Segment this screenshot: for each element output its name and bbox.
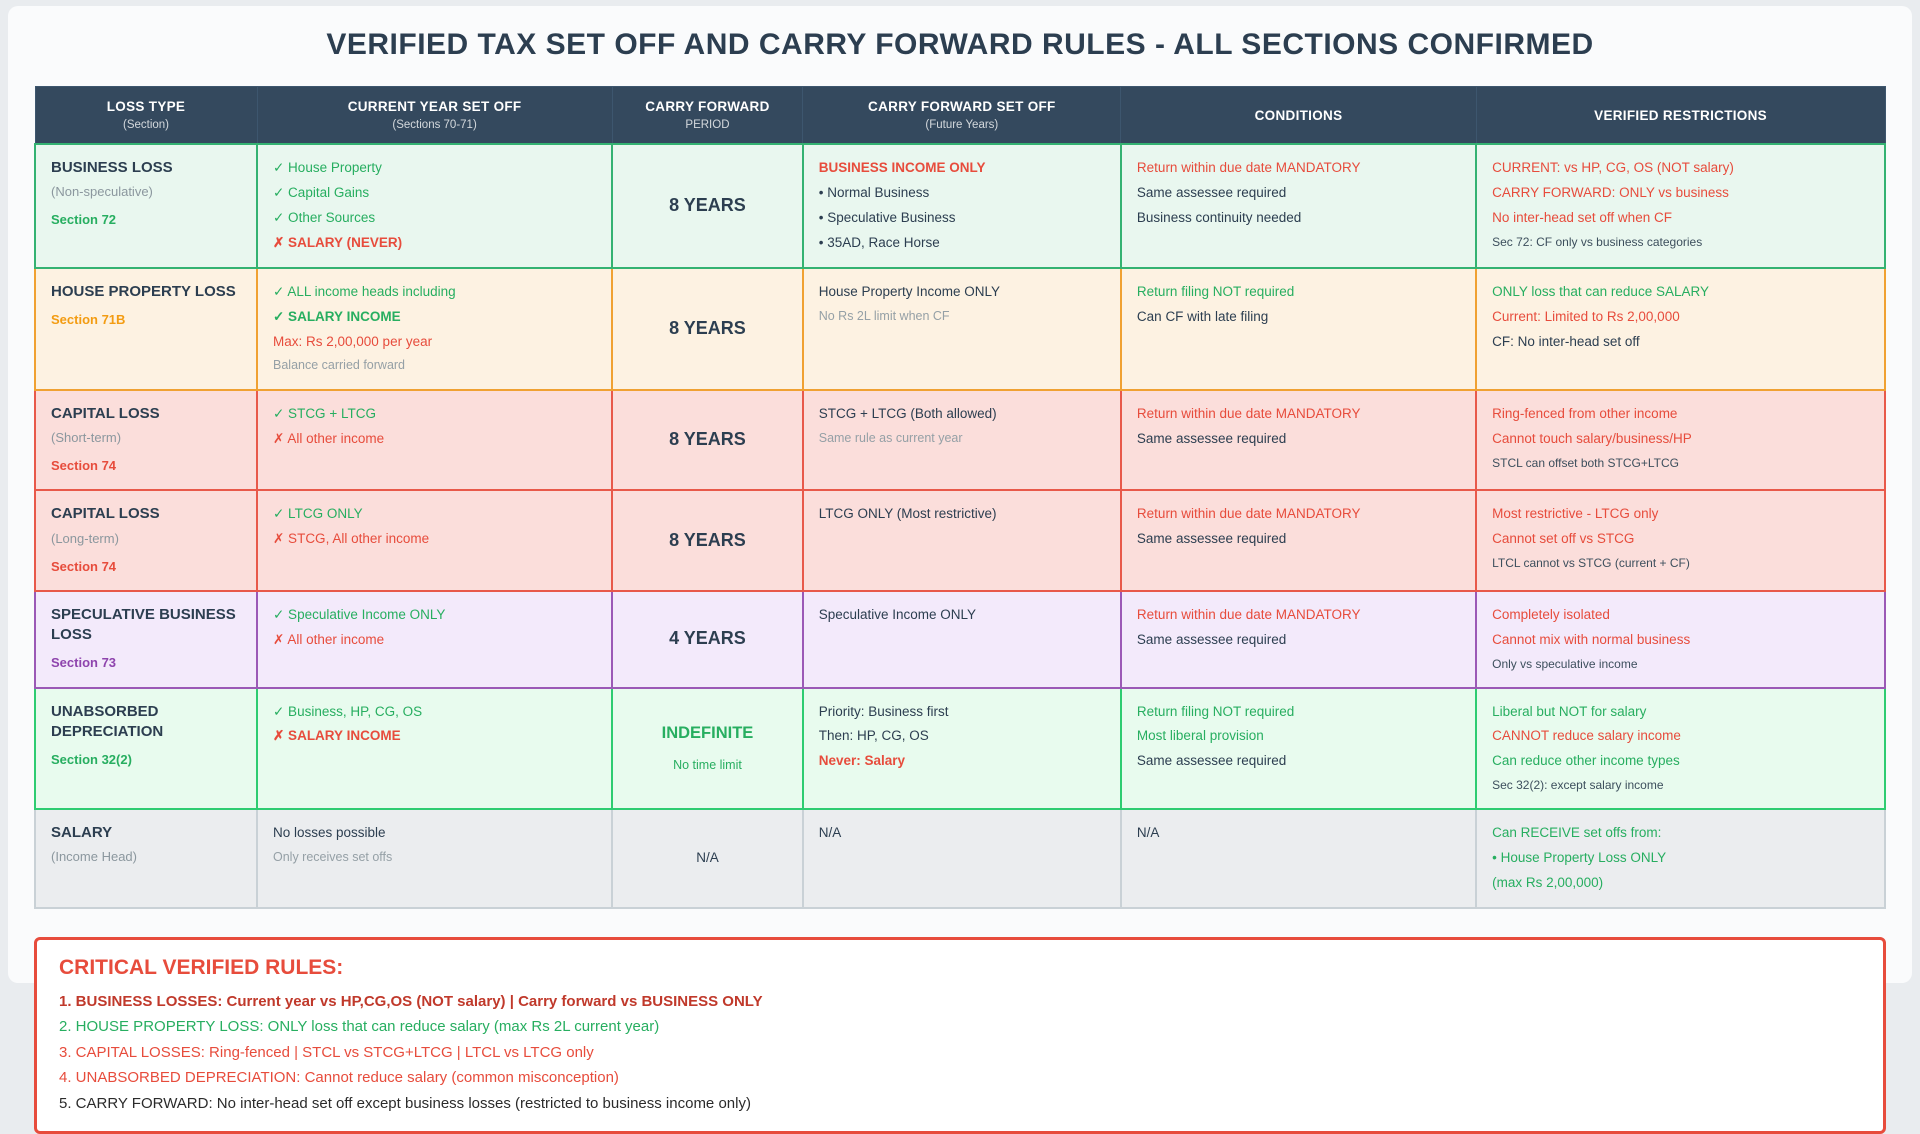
cell-cf-period [612,390,803,491]
cell-line: Same assessee required [1136,430,1287,446]
cell-line: • Normal Business [818,184,930,200]
cell-current-setoff [257,144,612,268]
cell-current-setoff [257,390,612,491]
cell-restrictions [1476,809,1885,908]
cell-line: Return within due date MANDATORY [1136,405,1361,421]
cell-restrictions [1476,268,1885,390]
cell-line: N/A [1136,824,1160,840]
cell-line: Priority: Business first [818,703,949,719]
cell-line: CURRENT: vs HP, CG, OS (NOT salary) [1492,160,1734,175]
table-row [35,809,1885,908]
cell-line: Current: Limited to Rs 2,00,000 [1492,308,1680,324]
cell-line: Cannot set off vs STCG [1492,531,1635,547]
cell-cf-period [612,144,803,268]
column-header-4 [803,87,1121,145]
cell-current-setoff [257,591,612,688]
cell-current-setoff [257,809,612,908]
cell-line: HOUSE PROPERTY LOSS [51,282,236,300]
cell-loss-type [35,144,257,268]
column-title: CARRY FORWARD [645,99,770,114]
table-row [35,591,1885,688]
cell-line: (Long-term) [51,530,119,546]
cell-conditions [1121,268,1476,390]
critical-rule: 1. BUSINESS LOSSES: Current year vs HP,CG,OS (NOT salary) | Carry forward vs BUSINESS ONLY [59,992,763,1010]
table-row [35,268,1885,390]
cell-line: Can RECEIVE set offs from: [1492,824,1662,840]
cell-line: STCL can offset both STCG+LTCG [1492,455,1679,470]
critical-rules-list [59,992,1861,1114]
cell-line: Cannot mix with normal business [1492,631,1691,647]
cell-line: • Speculative Business [818,209,956,225]
cell-cf-period [612,268,803,390]
cell-cf-setoff [803,268,1121,390]
page-title: VERIFIED TAX SET OFF AND CARRY FORWARD RULES - ALL SECTIONS CONFIRMED [326,28,1594,61]
cell-conditions [1121,809,1476,908]
column-title: LOSS TYPE [106,99,186,114]
cell-conditions [1121,688,1476,809]
cell-line: ✗ All other income [273,430,385,446]
cell-conditions [1121,390,1476,491]
tax-rules-table [34,86,1886,909]
column-subtitle: (Sections 70-71) [392,119,477,131]
cell-line: Liberal but NOT for salary [1492,703,1647,719]
cell-restrictions [1476,688,1885,809]
cell-line: Cannot touch salary/business/HP [1492,430,1692,446]
cell-current-setoff [257,490,612,591]
cell-loss-type [35,490,257,591]
cell-line: Section 71B [51,311,126,327]
cell-loss-type [35,809,257,908]
cell-loss-type [35,688,257,809]
cell-line: CF: No inter-head set off [1492,333,1640,349]
critical-rule: 4. UNABSORBED DEPRECIATION: Cannot reduce salary (common misconception) [59,1069,619,1087]
column-header-6 [1476,87,1885,145]
cell-current-setoff [257,688,612,809]
cell-line: Section 73 [51,655,117,671]
cell-line: No Rs 2L limit when CF [818,308,950,323]
cell-line: Same assessee required [1136,631,1287,647]
cell-restrictions [1476,591,1885,688]
cell-line: CAPITAL LOSS [51,404,160,422]
cell-line: (Non-speculative) [51,184,153,200]
critical-rules-heading: CRITICAL VERIFIED RULES: [59,955,344,979]
cell-line: Ring-fenced from other income [1492,405,1678,421]
cell-conditions [1121,144,1476,268]
cell-line: Section 72 [51,212,117,228]
cell-line: ✓ LTCG ONLY [273,506,363,522]
cell-line: Return filing NOT required [1136,283,1295,299]
critical-rules-box [34,937,1886,1134]
column-header-1 [35,87,257,145]
cell-cf-period [612,809,803,908]
cell-cf-setoff [803,390,1121,491]
cell-line: ✓ Speculative Income ONLY [273,606,446,622]
cell-line: ✗ SALARY INCOME [273,728,401,744]
cell-line: Business continuity needed [1136,209,1302,225]
critical-rule: 3. CAPITAL LOSSES: Ring-fenced | STCL vs STCG+LTCG | LTCL vs LTCG only [59,1043,594,1061]
cell-line: Section 74 [51,558,117,574]
critical-rule: 5. CARRY FORWARD: No inter-head set off except business losses (restricted to business income only) [59,1094,751,1112]
critical-rule: 2. HOUSE PROPERTY LOSS: ONLY loss that can reduce salary (max Rs 2L current year) [59,1018,660,1036]
cell-line: ✗ STCG, All other income [273,531,430,547]
cell-cf-period [612,490,803,591]
cell-cf-period [612,688,803,809]
cell-conditions [1121,490,1476,591]
cell-line: Return filing NOT required [1136,703,1295,719]
cell-line: Return within due date MANDATORY [1136,606,1361,622]
cell-cf-setoff [803,144,1121,268]
cell-line: CARRY FORWARD: ONLY vs business [1492,184,1729,200]
cell-line: Section 32(2) [51,752,132,768]
cell-line: No inter-head set off when CF [1492,209,1672,225]
cell-line: LTCG ONLY (Most restrictive) [818,506,997,522]
column-subtitle: PERIOD [685,119,730,131]
column-header-5 [1121,87,1476,145]
cell-line: BUSINESS INCOME ONLY [818,160,986,175]
cell-line: ✓ Business, HP, CG, OS [273,703,423,719]
cell-line: N/A [818,824,842,840]
cell-line: Can reduce other income types [1492,753,1680,769]
cell-cf-setoff [803,809,1121,908]
cell-line: ✗ All other income [273,631,385,647]
cell-restrictions [1476,490,1885,591]
cell-line: Sec 72: CF only vs business categories [1492,234,1703,249]
cell-line: (Short-term) [51,430,122,446]
cell-line: Most restrictive - LTCG only [1492,506,1659,522]
column-title: CURRENT YEAR SET OFF [347,99,522,114]
cell-cf-setoff [803,688,1121,809]
cell-cf-setoff [803,490,1121,591]
cell-loss-type [35,268,257,390]
cell-line: Completely isolated [1492,606,1610,622]
cell-line: Can CF with late filing [1136,308,1269,324]
cell-line: BUSINESS LOSS [51,159,173,176]
cell-line: STCG + LTCG (Both allowed) [818,405,997,421]
cell-line: House Property Income ONLY [818,283,1001,299]
column-subtitle: (Future Years) [925,119,999,131]
cell-line: Section 74 [51,458,117,474]
cell-line: Only vs speculative income [1492,656,1638,671]
cell-line: INDEFINITE [661,723,754,742]
cell-line: ✓ STCG + LTCG [273,405,376,421]
cell-line: Same assessee required [1136,531,1287,547]
cell-line: ✓ ALL income heads including [273,283,456,299]
cell-line: ✗ SALARY (NEVER) [273,234,403,250]
cell-line: 4 YEARS [669,628,746,649]
cell-line: (Income Head) [51,849,137,865]
table-row [35,490,1885,591]
cell-line: 8 YEARS [669,429,746,450]
column-header-2 [257,87,612,145]
cell-line: 8 YEARS [669,529,746,550]
table-row [35,390,1885,491]
cell-line: ONLY loss that can reduce SALARY [1492,283,1709,299]
cell-line: Speculative Income ONLY [818,606,977,622]
column-subtitle: (Section) [122,119,170,131]
cell-line: 8 YEARS [669,317,746,338]
cell-line: Max: Rs 2,00,000 per year [273,333,433,349]
column-title: VERIFIED RESTRICTIONS [1594,107,1767,123]
cell-line: SALARY [51,823,113,841]
cell-line: (max Rs 2,00,000) [1492,874,1604,890]
cell-loss-type [35,591,257,688]
cell-loss-type [35,390,257,491]
cell-line: • 35AD, Race Horse [818,234,940,250]
table-row [35,688,1885,809]
column-header-3 [612,87,803,145]
cell-line: ✓ Other Sources [273,209,376,225]
cell-restrictions [1476,390,1885,491]
cell-line: SPECULATIVE BUSINESS LOSS [51,605,236,644]
cell-current-setoff [257,268,612,390]
column-title: CONDITIONS [1254,107,1343,123]
cell-line: CANNOT reduce salary income [1492,728,1681,744]
cell-line: Same assessee required [1136,753,1287,769]
cell-cf-setoff [803,591,1121,688]
cell-line: Return within due date MANDATORY [1136,506,1361,522]
cell-line: CAPITAL LOSS [51,505,160,523]
cell-line: Same assessee required [1136,184,1287,200]
cell-line: Sec 32(2): except salary income [1492,778,1664,793]
cell-line: No time limit [673,758,742,773]
cell-line: Balance carried forward [273,358,406,373]
cell-cf-period [612,591,803,688]
cell-line: Then: HP, CG, OS [818,728,929,744]
cell-line: • House Property Loss ONLY [1492,849,1667,865]
table-body [35,144,1885,908]
cell-conditions [1121,591,1476,688]
cell-line: ✓ SALARY INCOME [273,308,401,324]
cell-line: N/A [696,849,719,865]
cell-line: LTCL cannot vs STCG (current + CF) [1492,556,1690,571]
cell-line: Most liberal provision [1136,728,1264,744]
cell-line: Return within due date MANDATORY [1136,160,1361,175]
cell-line: Never: Salary [818,753,906,769]
column-title: CARRY FORWARD SET OFF [868,99,1056,114]
cell-line: Only receives set offs [273,849,393,864]
cell-line: ✓ House Property [273,160,382,175]
cell-restrictions [1476,144,1885,268]
header-row [35,87,1885,145]
page-card [8,6,1912,1112]
table-row [35,144,1885,268]
cell-line: 8 YEARS [669,194,746,215]
cell-line: Same rule as current year [818,430,963,445]
table-header [35,87,1885,145]
cell-line: UNABSORBED DEPRECIATION [51,702,164,740]
cell-line: ✓ Capital Gains [273,184,370,200]
cell-line: No losses possible [273,824,386,840]
